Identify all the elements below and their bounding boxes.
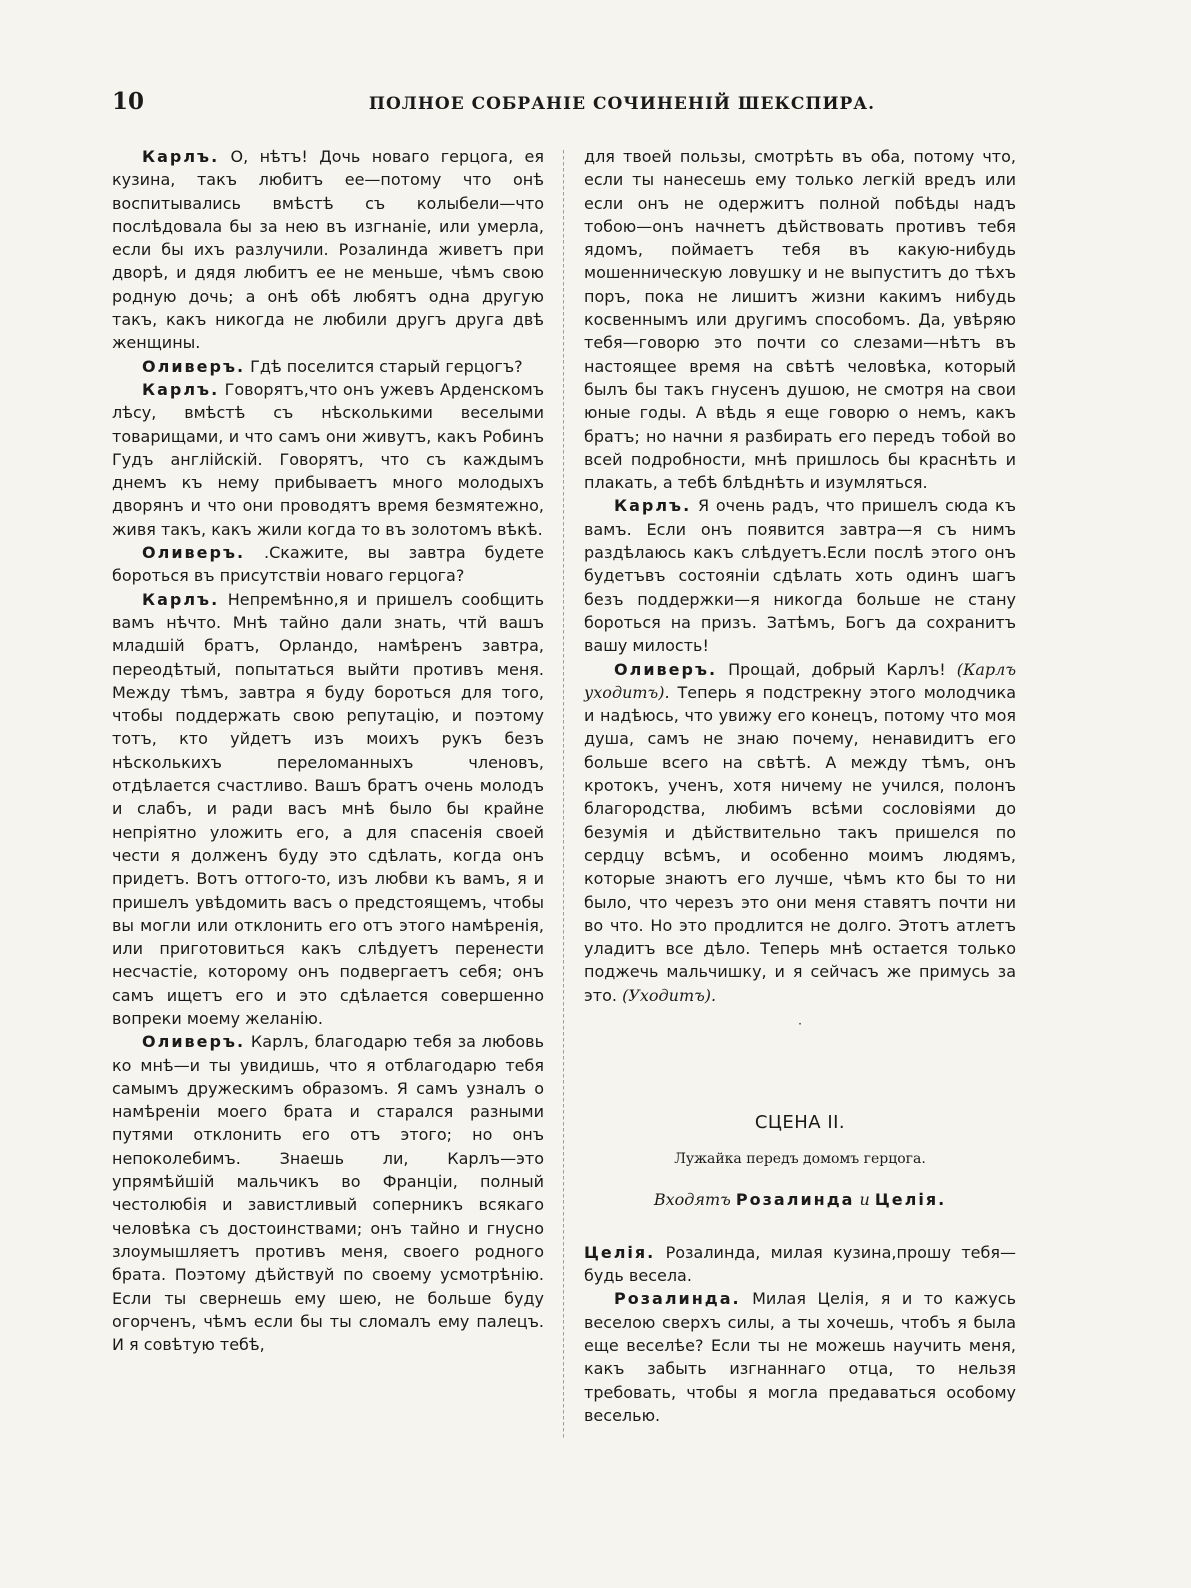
ornament-dot: ·: [798, 1016, 802, 1031]
paragraph: [584, 1287, 1016, 1427]
paragraph: [112, 588, 544, 1031]
speaker-name: Розалинда.: [614, 1289, 741, 1309]
paragraph: [584, 145, 1016, 494]
speaker-name: Оливеръ.: [142, 356, 246, 376]
character-name: Розалинда: [735, 1189, 855, 1209]
speaker-name: Карлъ.: [614, 496, 692, 516]
page-header: [112, 88, 1062, 122]
speaker-name: Оливеръ.: [142, 1032, 246, 1052]
right-column: [584, 145, 1016, 1427]
speech-text: Теперь я подстрекну этого молодчика и надѣюсь, что увижу его конецъ, потому что моя душа, самъ не знаю почему, ненавидитъ его больше всего на свѣтѣ. А между тѣмъ, онъ кротокъ, ученъ, хотя ничему не учился, полонъ благородства, любимъ всѣми сословіями до безумія и дѣйствительно такъ пришелся по сердцу всѣмъ, и особенно моимъ людямъ, которые знаютъ его лучше, чѣмъ кто бы то ни было, что черезъ это они меня ставятъ почти ни во что. Но это продлится не долго. Этотъ атлетъ уладитъ все дѣло. Теперь мнѣ остается только поджечь мальчишку, и я сейчасъ же примусь за это.: [584, 682, 1016, 1005]
paragraph: [112, 355, 544, 378]
stage-direction: (Уходитъ).: [622, 985, 717, 1005]
running-title: ПОЛНОЕ СОБРАНІЕ СОЧИНЕНІЙ ШЕКСПИРА.: [368, 94, 876, 114]
speech-text: Карлъ, благодарю тебя за любовь ко мнѣ—и ты увидишь, что я отблагодарю тебя самымъ дружескимъ образомъ. Я самъ узналъ о намѣреніи моего брата и старался разными путями отклонить его отъ этого; но онъ непоколебимъ. Знаешь ли, Карлъ—это упрямѣйшій мальчикъ во Франціи, полный честолюбія и завистливый соперникъ всякаго человѣка съ достоинствами; онъ тайно и гнусно злоумышляетъ противъ меня, своего родного брата. Поэтому дѣйствуй по своему усмотрѣнію. Если ты свернешь ему шею, не больше буду огорченъ, чѣмъ если бы ты сломалъ ему палецъ. И я совѣтую тебѣ,: [112, 1032, 544, 1355]
speech-text: .Скажите, вы завтра будете бороться въ присутствіи новаго герцога?: [112, 543, 544, 586]
speech-text: Говорятъ,что онъ ужевъ Арденскомъ лѣсу, вмѣстѣ съ нѣсколькими веселыми товарищами, и что самъ они живутъ, какъ Робинъ Гудъ англійскій. Говорятъ, что съ каждымъ днемъ къ нему прибываетъ много молодыхъ дворянъ и что они проводятъ время безмятежно, живя такъ, какъ жили когда то въ золотомъ вѣкѣ.: [112, 379, 544, 539]
speaker-name: Карлъ.: [142, 589, 220, 609]
page-number: 10: [112, 88, 145, 115]
paragraph: [112, 145, 544, 355]
left-column: [112, 145, 544, 1356]
character-name: Целія.: [874, 1189, 947, 1209]
scene-entrance: [584, 1188, 1016, 1211]
speaker-name: Оливеръ.: [142, 543, 246, 563]
paragraph: [584, 494, 1016, 657]
paragraph: [584, 658, 1016, 1007]
paragraph: [112, 1030, 544, 1356]
stage-direction: (Карлъ уходитъ).: [584, 659, 1016, 702]
speech-text: Гдѣ поселится старый герцогъ?: [245, 356, 523, 376]
column-divider: [563, 150, 564, 1440]
speaker-name: Оливеръ.: [614, 659, 718, 679]
speaker-name: Карлъ.: [142, 379, 220, 399]
speech-text: О, нѣтъ! Дочь новаго герцога, ея кузина, такъ любитъ ее—потому что онѣ воспитывались вмѣстѣ съ колыбели—что послѣдовала бы за нею въ изгнаніе, или умерла, если бы ихъ разлучили. Розалинда живетъ при дворѣ, и дядя любитъ ее не меньше, чѣмъ свою родную дочь; а онѣ обѣ любятъ одна другую такъ, какъ никогда не любили другъ друга двѣ женщины.: [112, 147, 544, 353]
speech-text: Милая Целія, я и то кажусь веселою сверхъ силы, а ты хочешь, чтобъ я была еще веселѣе? Если ты не можешь научить меня, какъ забыть изгнаннаго отца, то нельзя требовать, чтобы я могла предаваться особому веселью.: [584, 1289, 1016, 1425]
scene-title: СЦЕНА II.: [754, 1111, 846, 1133]
conjunction: и: [859, 1189, 870, 1209]
paragraph: [584, 1241, 1016, 1288]
enter-word: Входятъ: [653, 1189, 731, 1209]
speech-text: Непремѣнно,я и пришелъ сообщить вамъ нѣчто. Мнѣ тайно дали знать, чтй вашъ младшій братъ, Орландо, намѣренъ завтра, переодѣтый, попытаться выйти противъ меня. Между тѣмъ, завтра я буду бороться для того, чтобы поддержать свою репутацію, и поэтому тотъ, кто уйдетъ изъ моихъ рукъ безъ нѣсколькихъ переломанныхъ членовъ, отдѣлается счастливо. Вашъ братъ очень молодъ и слабъ, и ради васъ мнѣ было бы крайне непріятно уложить его, а для спасенія своей чести я долженъ буду это сдѣлать, когда онъ придетъ. Вотъ оттого-то, изъ любви къ вамъ, я и пришелъ увѣдомить васъ о предстоящемъ, чтобы вы могли или отклонить его отъ этого намѣренія, или приготовиться какъ слѣдуетъ перенести несчастіе, которому онъ подвергаетъ себя; онъ самъ ищетъ его и это сдѣлается совершенно вопреки моему желанію.: [112, 589, 544, 1028]
speech-text: Я очень радъ, что пришелъ сюда къ вамъ. Если онъ появится завтра—я съ нимъ раздѣлаюсь какъ слѣдуетъ.Если послѣ этого онъ будетъвъ состояніи сдѣлать хоть одинъ шагъ безъ поддержки—я никогда больше не стану бороться на призъ. Затѣмъ, Богъ да сохранитъ вашу милость!: [584, 496, 1016, 656]
speech-text: для твоей пользы, смотрѣть въ оба, потому что, если ты нанесешь ему только легкій вредъ или если онъ не одержитъ полной побѣды надъ тобою—онъ начнетъ дѣйствовать противъ тебя ядомъ, поймаетъ тебя въ какую-нибудь мошенническую ловушку и не выпуститъ до тѣхъ поръ, пока не лишитъ жизни какимъ нибудь косвеннымъ или другимъ способомъ. Да, увѣряю тебя—говорю это почти со слезами—нѣтъ въ настоящее время на свѣтѣ человѣка, который былъ бы такъ гнусенъ душою, не смотря на свои юные годы. А вѣдь я еще говорю о немъ, какъ братъ; но начни я разбирать его передъ тобой во всей подробности, мнѣ пришлось бы краснѣть и плакать, а тебѣ блѣднѣть и изумляться.: [584, 147, 1016, 493]
speech-text: Прощай, добрый Карлъ!: [717, 659, 957, 679]
paragraph: [112, 541, 544, 588]
speech-text: Розалинда, милая кузина,прошу тебя—будь весела.: [584, 1242, 1016, 1286]
speaker-name: Карлъ.: [142, 147, 220, 166]
scene-location: Лужайка передъ домомъ герцога.: [674, 1151, 926, 1168]
paragraph: [112, 378, 544, 541]
speaker-name: Целія.: [584, 1242, 656, 1262]
